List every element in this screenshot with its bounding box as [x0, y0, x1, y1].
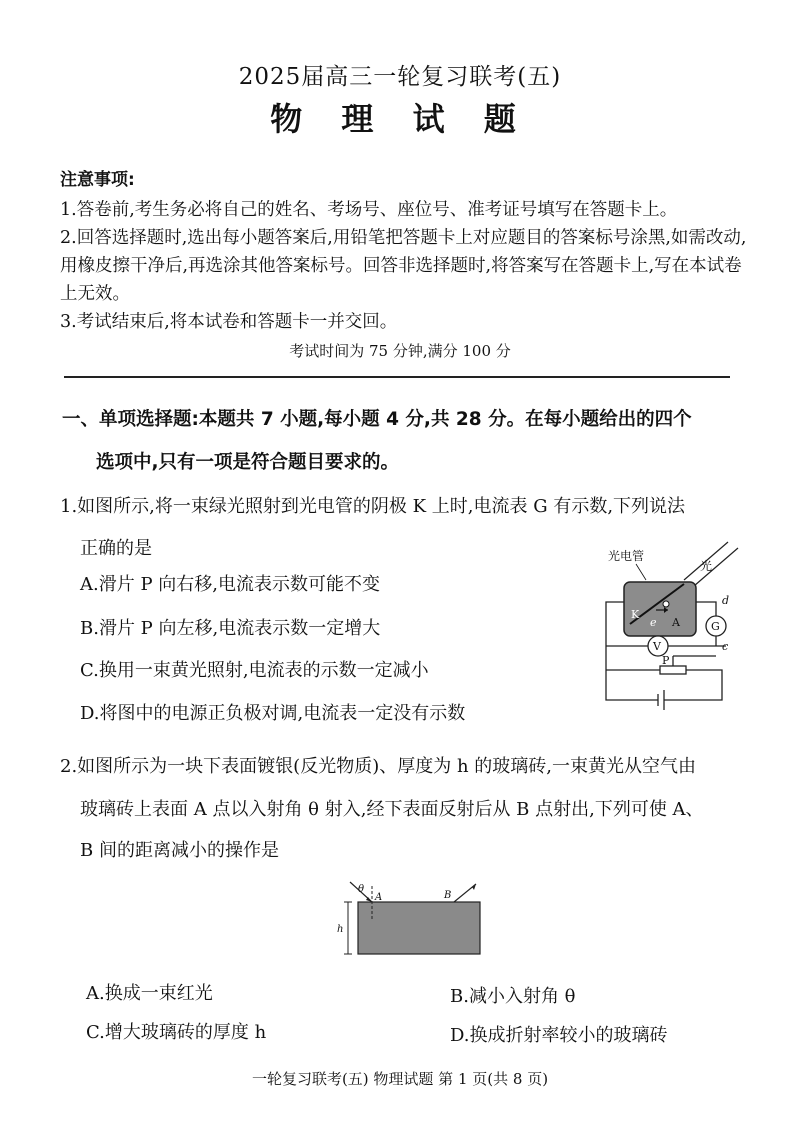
q2-option-a: A.换成一束红光 [86, 983, 213, 1004]
electron-label: e [650, 616, 657, 629]
q2-option-d: D.换成折射率较小的玻璃砖 [450, 1025, 668, 1046]
point-b-label: B [444, 890, 452, 901]
notice-item: 2.回答选择题时,选出每小题答案后,用铅笔把答题卡上对应题目的答案标号涂黑,如需改动,用橡皮擦干净后,再选涂其他答案标号。回答非选择题时,将答案写在答题卡上,写在本试卷上无效。 [60, 228, 747, 304]
page-footer: 一轮复习联考(五) 物理试题 第 1 页(共 8 页) [251, 1070, 549, 1088]
divider [64, 376, 730, 378]
q1-stem-line2: 正确的是 [80, 538, 152, 559]
q1-option-a: A.滑片 P 向右移,电流表示数可能不变 [80, 574, 380, 595]
q2-glass-brick-figure [330, 880, 490, 960]
tube-label: 光电管 [608, 549, 645, 563]
section-heading-line1: 一、单项选择题:本题共 7 小题,每小题 4 分,共 28 分。在每小题给出的四个 [62, 409, 692, 430]
node-c-label: c [722, 640, 729, 653]
notice-title: 注意事项: [60, 170, 135, 190]
q2-option-b: B.减小入射角 θ [450, 986, 576, 1007]
q1-option-b: B.滑片 P 向左移,电流表示数一定增大 [80, 618, 381, 639]
exam-time-note: 考试时间为 75 分钟,满分 100 分 [289, 342, 511, 360]
theta-label: θ [358, 884, 365, 895]
q2-option-c: C.增大玻璃砖的厚度 h [86, 1022, 267, 1043]
rheostat-icon [660, 666, 686, 674]
thickness-label: h [337, 924, 344, 935]
q2-stem-line2: 玻璃砖上表面 A 点以入射角 θ 射入,经下表面反射后从 B 点射出,下列可使 A、 [80, 799, 704, 820]
slider-label: P [662, 654, 670, 667]
section-heading-line2: 选项中,只有一项是符合题目要求的。 [96, 452, 400, 473]
q1-stem-line1: 1.如图所示,将一束绿光照射到光电管的阴极 K 上时,电流表 G 有示数,下列说法 [60, 496, 686, 517]
anode-label: A [672, 616, 680, 629]
galvanometer-label: G [711, 620, 720, 633]
node-d-label: d [722, 594, 730, 607]
cathode-label: K [631, 608, 640, 621]
voltmeter-label: V [653, 640, 661, 653]
q1-circuit-figure [596, 540, 746, 710]
q1-option-c: C.换用一束黄光照射,电流表的示数一定减小 [80, 660, 429, 681]
exam-title: 物 理 试 题 [270, 100, 530, 138]
glass-brick [358, 902, 480, 954]
notice-list [60, 196, 750, 336]
q2-stem-line3: B 间的距离减小的操作是 [80, 840, 279, 861]
exam-subtitle: 2025届高三一轮复习联考(五) [238, 64, 562, 90]
anode-dot [663, 601, 669, 607]
notice-item: 3.考试结束后,将本试卷和答题卡一并交回。 [60, 312, 398, 332]
q1-option-d: D.将图中的电源正负极对调,电流表一定没有示数 [80, 703, 466, 724]
q2-stem-line1: 2.如图所示为一块下表面镀银(反光物质)、厚度为 h 的玻璃砖,一束黄光从空气由 [60, 756, 696, 777]
point-a-label: A [375, 892, 383, 903]
notice-item: 1.答卷前,考生务必将自己的姓名、考场号、座位号、准考证号填写在答题卡上。 [60, 200, 678, 220]
light-label: 光 [700, 559, 713, 573]
